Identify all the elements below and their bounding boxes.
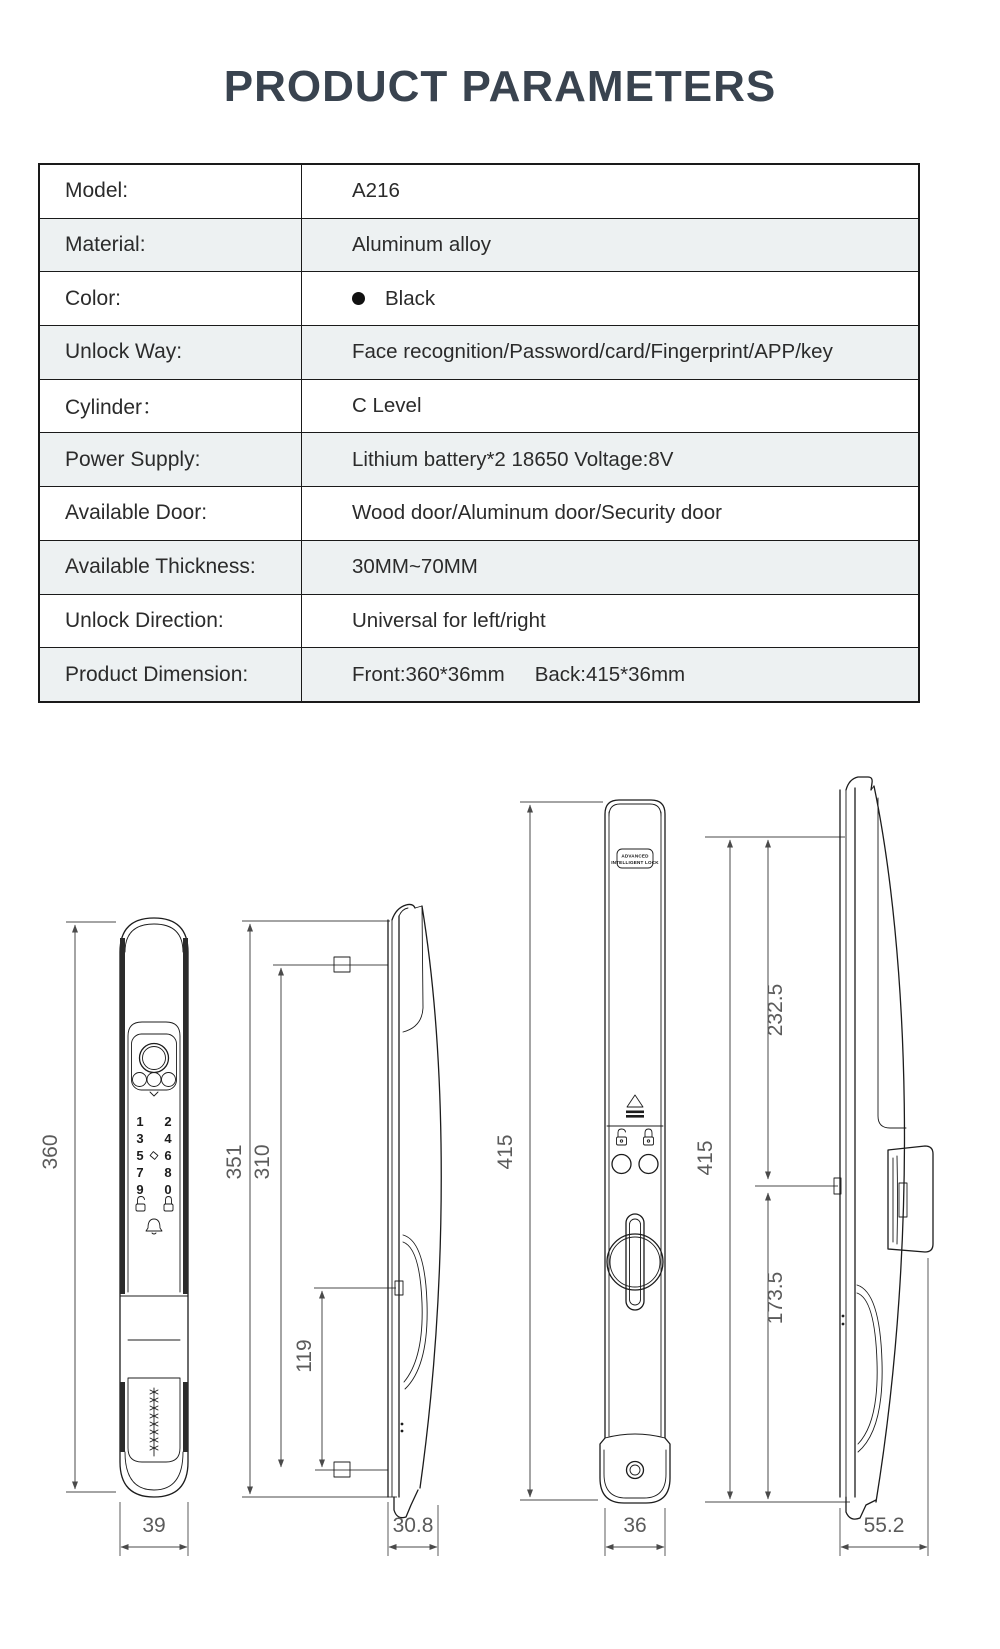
row-label: Unlock Way:: [40, 326, 302, 379]
table-row: [40, 325, 918, 379]
handle-recess: [403, 1235, 427, 1389]
page-title: PRODUCT PARAMETERS: [223, 62, 777, 111]
color-swatch-dot: [352, 292, 365, 305]
lock-button: [639, 1155, 658, 1174]
screw-hole: [627, 1462, 644, 1479]
sensor-icon: [162, 1073, 176, 1087]
front-side-view-drawing: [223, 904, 441, 1556]
key-3: 3: [136, 1131, 144, 1146]
dim-side-upper: 310: [251, 1144, 274, 1180]
key-0: 0: [164, 1182, 172, 1197]
row-label: Power Supply:: [40, 433, 302, 486]
table-row: [40, 165, 918, 218]
row-label: Material:: [40, 219, 302, 272]
dim-backside-lower: 173.5: [764, 1271, 787, 1325]
table-row: [40, 271, 918, 325]
back-view-drawing: [494, 800, 670, 1556]
row-value: Universal for left/right: [352, 608, 546, 632]
row-value: Lithium battery*2 18650 Voltage:8V: [352, 447, 674, 471]
screw-strip: [150, 1388, 158, 1456]
unlock-icon: [617, 1129, 627, 1145]
spec-table: [38, 163, 920, 703]
dim-backside-depth: 55.2: [863, 1514, 905, 1537]
row-label: Model:: [40, 165, 302, 218]
back-side-view-drawing: [694, 777, 933, 1556]
camera-lens-icon: [140, 1044, 169, 1073]
color-value: Black: [385, 286, 436, 310]
dim-backside-overall: 415: [694, 1140, 717, 1176]
unlock-icon: [136, 1197, 145, 1212]
dim-back-height: 415: [494, 1134, 517, 1170]
key-9: 9: [136, 1182, 144, 1197]
latch-box: [888, 1146, 933, 1252]
table-row: [40, 218, 918, 272]
latch-top: [334, 957, 350, 972]
table-row: [40, 486, 918, 540]
row-value: Aluminum alloy: [352, 233, 491, 257]
dimension-front: Front:360*36mm: [352, 662, 505, 686]
card-icon: [150, 1152, 158, 1160]
key-2: 2: [164, 1114, 172, 1129]
row-label: Unlock Direction:: [40, 595, 302, 648]
key-6: 6: [164, 1148, 172, 1163]
door-profile-curve: [874, 786, 904, 1502]
row-value: Face recognition/Password/card/Fingerprint/APP/key: [352, 340, 833, 364]
table-row: [40, 647, 918, 701]
latch-bottom: [334, 1462, 350, 1477]
brand-badge-line2: INTELLIGENT LOCK: [611, 860, 659, 865]
camera-module: [132, 1034, 177, 1090]
keypad: [136, 1114, 172, 1197]
table-row: [40, 432, 918, 486]
sensor-icon: [147, 1073, 161, 1087]
row-value: [302, 663, 918, 687]
key-1: 1: [136, 1114, 144, 1129]
row-value: Wood door/Aluminum door/Security door: [352, 501, 722, 525]
lock-icon: [164, 1197, 173, 1212]
row-value: 30MM~70MM: [352, 555, 478, 579]
row-label: Available Door:: [40, 487, 302, 540]
sensor-icon: [133, 1073, 147, 1087]
row-label: Color:: [40, 272, 302, 325]
row-label: Cylinder：: [40, 380, 302, 433]
row-label: Product Dimension:: [40, 648, 302, 701]
front-view-drawing: [39, 918, 188, 1556]
key-5: 5: [136, 1148, 144, 1163]
row-value: [302, 287, 918, 311]
dim-front-width: 39: [142, 1514, 166, 1537]
dim-backside-upper: 232.5: [764, 983, 787, 1037]
technical-drawings: [0, 760, 1000, 1649]
table-row: [40, 540, 918, 594]
lock-icon: [644, 1129, 654, 1145]
thumbturn-knob: [607, 1214, 663, 1310]
dimension-back: Back:415*36mm: [534, 662, 686, 686]
brand-badge: [617, 849, 653, 868]
row-value: A216: [352, 179, 400, 203]
brand-badge-line1: ADVANCED: [621, 853, 649, 859]
key-4: 4: [164, 1131, 172, 1146]
doorbell-icon: [146, 1219, 162, 1234]
key-8: 8: [164, 1165, 172, 1180]
battery-cover-icon: [626, 1095, 644, 1118]
dim-front-height: 360: [39, 1134, 62, 1170]
dim-back-width: 36: [623, 1514, 647, 1537]
row-label: Available Thickness:: [40, 541, 302, 594]
dim-side-lower: 119: [293, 1339, 316, 1373]
table-row: [40, 379, 918, 433]
row-value: C Level: [352, 394, 422, 418]
key-7: 7: [136, 1165, 144, 1180]
unlock-button: [612, 1155, 631, 1174]
dim-side-depth: 30.8: [392, 1514, 434, 1537]
dim-side-overall: 351: [223, 1144, 246, 1180]
table-row: [40, 594, 918, 648]
